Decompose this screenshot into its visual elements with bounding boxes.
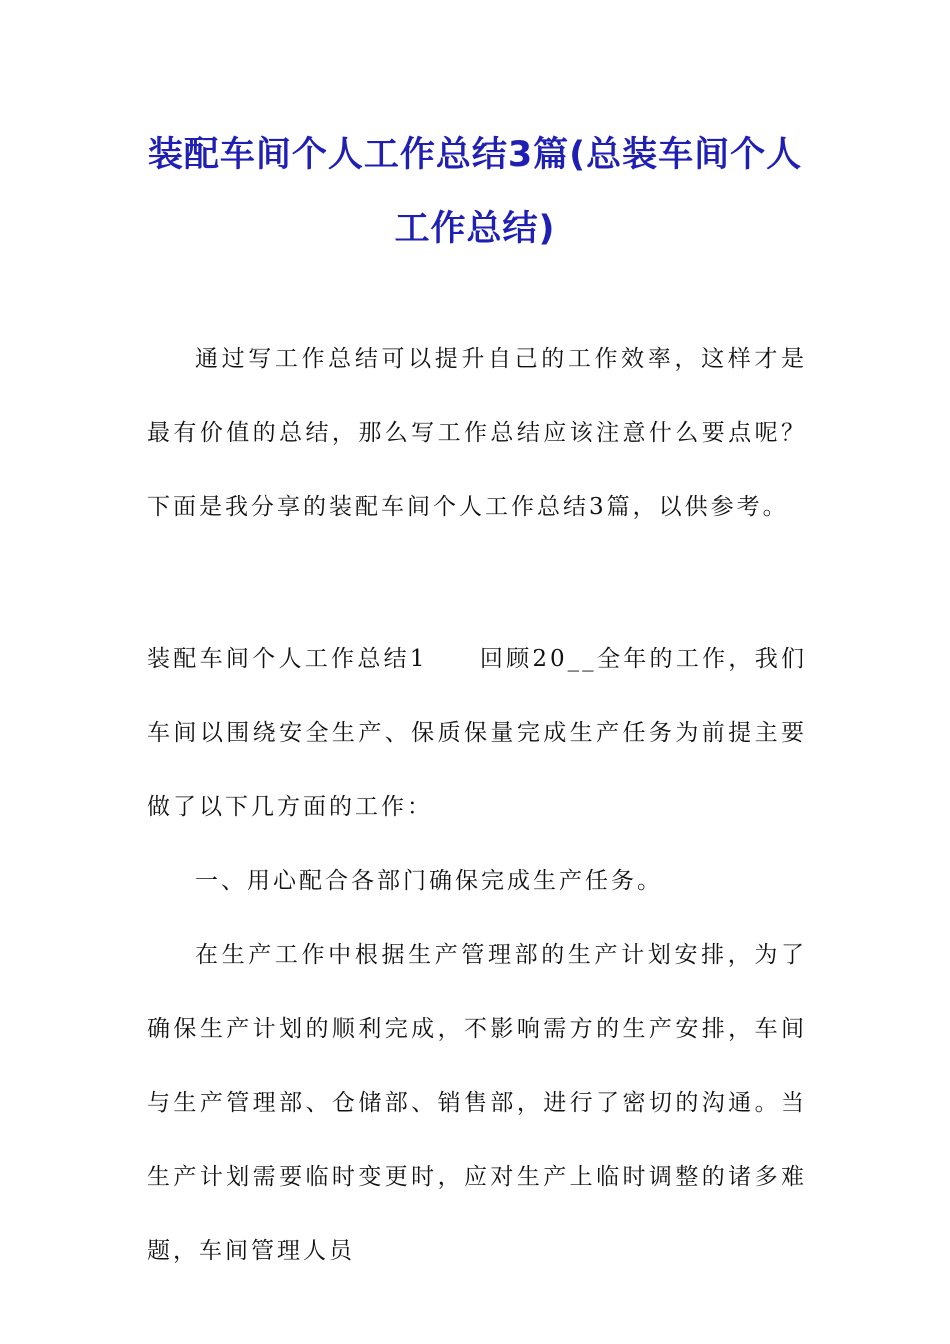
item1-heading: 一、用心配合各部门确保完成生产任务。 bbox=[195, 868, 663, 894]
intro-paragraph: 通过写工作总结可以提升自己的工作效率，这样才是最有价值的总结，那么写工作总结应该注意什么要点呢？下面是我分享的装配车间个人工作总结3篇，以供参考。 bbox=[147, 346, 807, 520]
section1-text: 回顾20__全年的工作，我们车间以围绕安全生产、保质保量完成生产任务为前提主要做了以下几方面的工作： bbox=[147, 646, 807, 820]
section1-heading: 装配车间个人工作总结1 bbox=[147, 646, 428, 672]
section1-paragraph bbox=[147, 622, 807, 844]
item1-detail-paragraph: 在生产工作中根据生产管理部的生产计划安排，为了确保生产计划的顺利完成，不影响需方的生产安排，车间与生产管理部、仓储部、销售部，进行了密切的沟通。当生产计划需要临时变更时，应对生产上临时调整的诸多难题，车间管理人员 bbox=[147, 942, 807, 1264]
document-title: 装配车间个人工作总结3篇(总装车间个人工作总结) bbox=[147, 135, 803, 249]
